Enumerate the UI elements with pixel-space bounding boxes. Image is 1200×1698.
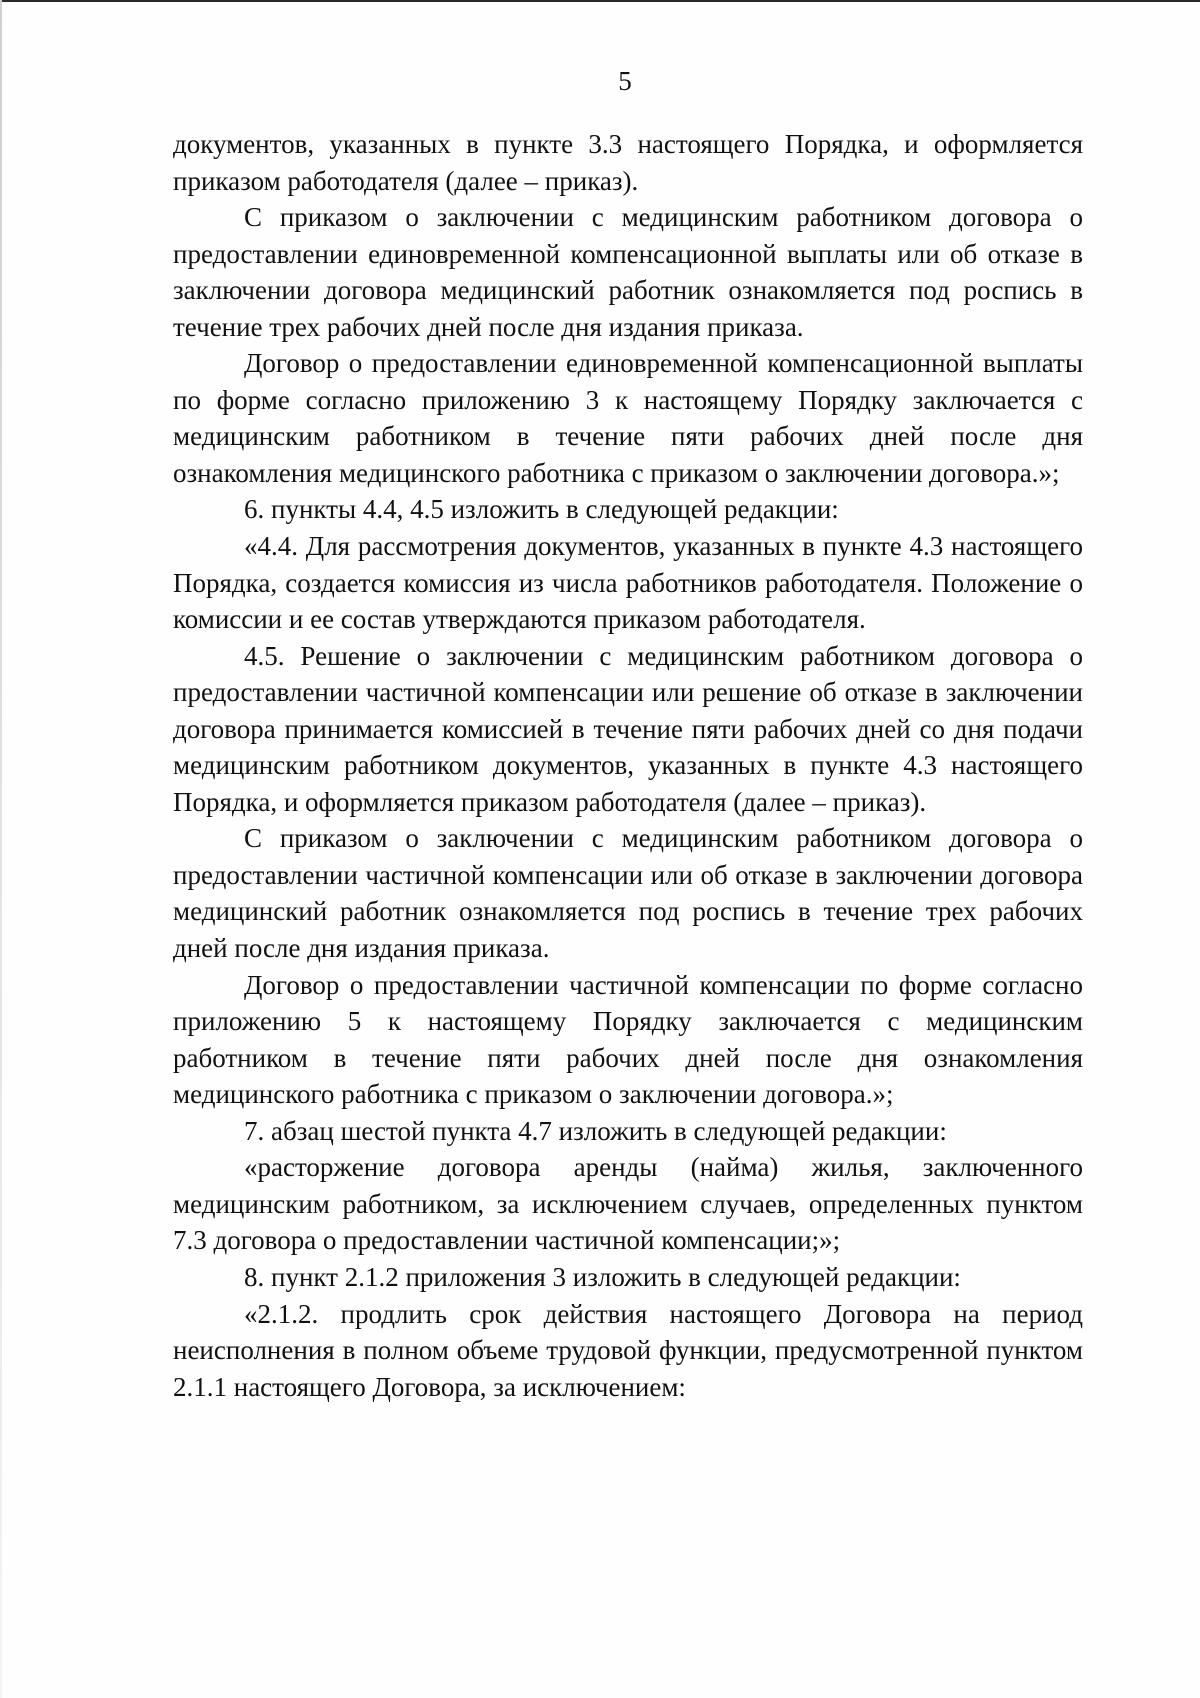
paragraph: 4.5. Решение о заключении с медицинским работником договора о предоставлении частичной компенсации или решение об отказе в заключении договора принимается комиссией в течение пяти рабочих дней со дня подачи медицинским работником документов, указанных в пункте 4.3 настоящего Порядка, и оформляется приказом работодателя (далее – приказ). — [173, 640, 1083, 817]
paragraph: Договор о предоставлении частичной компенсации по форме согласно приложению 5 к настоящему Порядку заключается с медицинским работником в течение пяти рабочих дней после дня ознакомления медицинского работника с приказом о заключении договора.»; — [173, 969, 1083, 1110]
paragraph: «расторжение договора аренды (найма) жилья, заключенного медицинским работником, за исключением случаев, определенных пунктом 7.3 договора о предоставлении частичной компенсации;»; — [173, 1152, 1083, 1256]
paragraph: Договор о предоставлении единовременной компенсационной выплаты по форме согласно приложению 3 к настоящему Порядку заключается с медицинским работником в течение пяти рабочих дней после дня ознакомления медицинского работника с приказом о заключении договора.»; — [173, 348, 1083, 488]
paragraph: 8. пункт 2.1.2 приложения 3 изложить в следующей редакции: — [244, 1261, 961, 1292]
page-number: 5 — [618, 66, 632, 96]
scan-edge-top — [0, 0, 1200, 2]
document-body — [173, 126, 1083, 1405]
paragraph: 6. пункты 4.4, 4.5 изложить в следующей редакции: — [244, 494, 839, 525]
paragraph: «2.1.2. продлить срок действия настоящего Договора на период неисполнения в полном объеме трудовой функции, предусмотренной пунктом 2.1.1 настоящего Договора, за исключением: — [173, 1298, 1083, 1402]
paragraph: С приказом о заключении с медицинским работником договора о предоставлении единовременной компенсационной выплаты или об отказе в заключении договора медицинский работник ознакомляется под роспись в течение трех рабочих дней после дня издания приказа. — [173, 202, 1083, 342]
paragraph: документов, указанных в пункте 3.3 настоящего Порядка, и оформляется приказом работодателя (далее – приказ). — [173, 129, 1083, 196]
paragraph: С приказом о заключении с медицинским работником договора о предоставлении частичной компенсации или об отказе в заключении договора медицинский работник ознакомляется под роспись в течение трех рабочих дней после дня издания приказа. — [173, 823, 1083, 964]
paragraph: 7. абзац шестой пункта 4.7 изложить в следующей редакции: — [244, 1115, 947, 1146]
paragraph: «4.4. Для рассмотрения документов, указанных в пункте 4.3 настоящего Порядка, создается комиссия из числа работников работодателя. Положение о комиссии и ее состав утверждаются приказом работодателя. — [173, 531, 1083, 635]
scan-edge-left — [0, 0, 2, 1698]
